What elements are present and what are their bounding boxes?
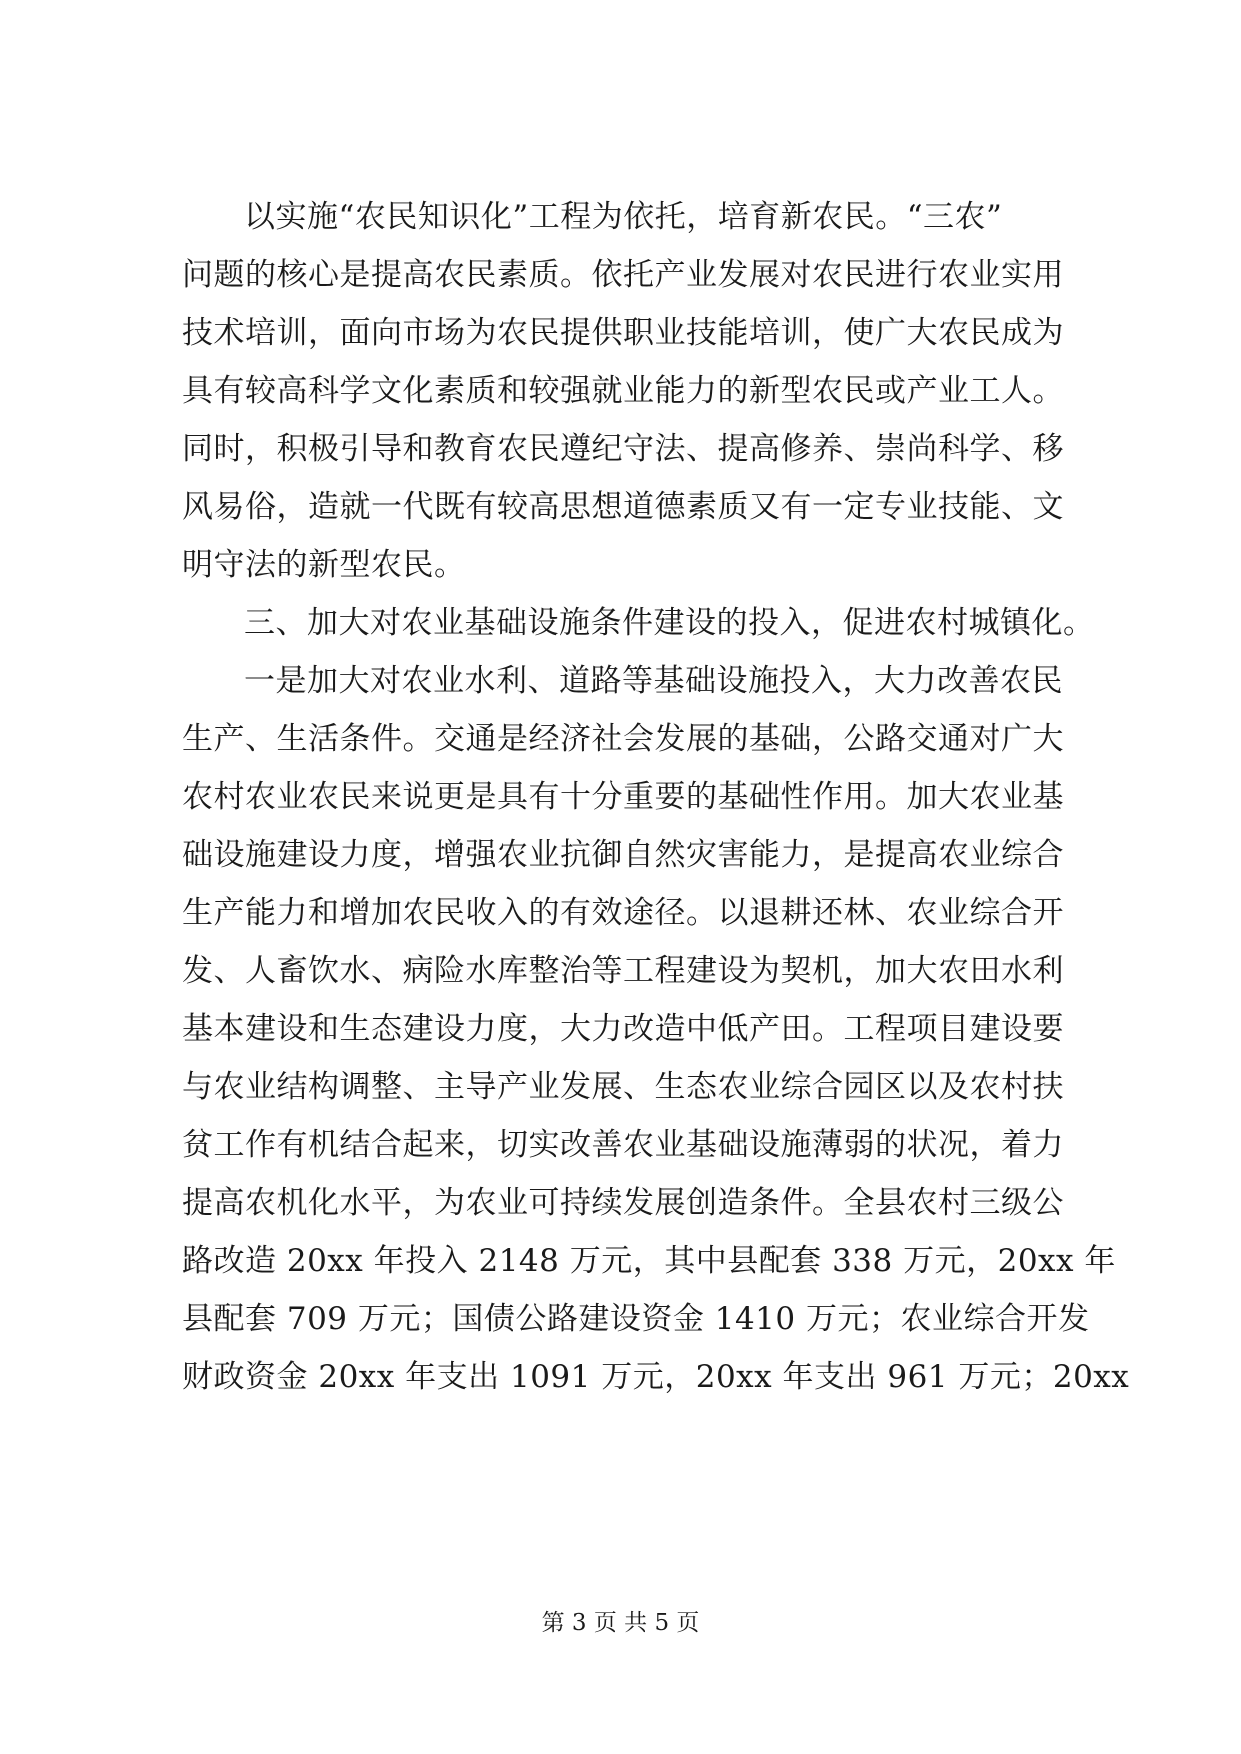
text-line: 与农业结构调整、主导产业发展、生态农业综合园区以及农村扶: [182, 1069, 1064, 1105]
paragraph-infrastructure: [182, 652, 1130, 1406]
section-heading: 三、加大对农业基础设施条件建设的投入，促进农村城镇化。: [244, 605, 1095, 641]
text-line: 生产能力和增加农民收入的有效途径。以退耕还林、农业综合开: [182, 895, 1064, 931]
text-line: 同时，积极引导和教育农民遵纪守法、提高修养、崇尚科学、移: [182, 431, 1064, 467]
paragraph-farmer-knowledge: [182, 188, 1082, 594]
text-line: 贫工作有机结合起来，切实改善农业基础设施薄弱的状况，着力: [182, 1127, 1064, 1163]
page-footer: [0, 1608, 1241, 1638]
text-line: 础设施建设力度，增强农业抗御自然灾害能力，是提高农业综合: [182, 837, 1064, 873]
page-number-label: 第 3 页 共 5 页: [541, 1610, 700, 1636]
text-line: 具有较高科学文化素质和较强就业能力的新型农民或产业工人。: [182, 373, 1064, 409]
text-line: 明守法的新型农民。: [182, 547, 466, 583]
text-line: 基本建设和生态建设力度，大力改造中低产田。工程项目建设要: [182, 1011, 1064, 1047]
body-text: [182, 188, 1130, 1406]
text-line: 提高农机化水平，为农业可持续发展创造条件。全县农村三级公: [182, 1185, 1064, 1221]
text-line: 生产、生活条件。交通是经济社会发展的基础，公路交通对广大: [182, 721, 1064, 757]
text-line: 县配套 709 万元；国债公路建设资金 1410 万元；农业综合开发: [182, 1301, 1090, 1337]
text-line: 财政资金 20xx 年支出 1091 万元，20xx 年支出 961 万元；20xx: [182, 1359, 1130, 1395]
text-line: 以实施“农民知识化”工程为依托，培育新农民。“三农”: [244, 199, 1003, 235]
section-heading-three: [182, 594, 1095, 652]
text-line: 一是加大对农业水利、道路等基础设施投入，大力改善农民: [244, 663, 1063, 699]
text-line: 风易俗，造就一代既有较高思想道德素质又有一定专业技能、文: [182, 489, 1064, 525]
text-line: 问题的核心是提高农民素质。依托产业发展对农民进行农业实用: [182, 257, 1064, 293]
text-line: 农村农业农民来说更是具有十分重要的基础性作用。加大农业基: [182, 779, 1064, 815]
text-line: 发、人畜饮水、病险水库整治等工程建设为契机，加大农田水利: [182, 953, 1064, 989]
text-line: 路改造 20xx 年投入 2148 万元，其中县配套 338 万元，20xx 年: [182, 1243, 1116, 1279]
text-line: 技术培训，面向市场为农民提供职业技能培训，使广大农民成为: [182, 315, 1064, 351]
